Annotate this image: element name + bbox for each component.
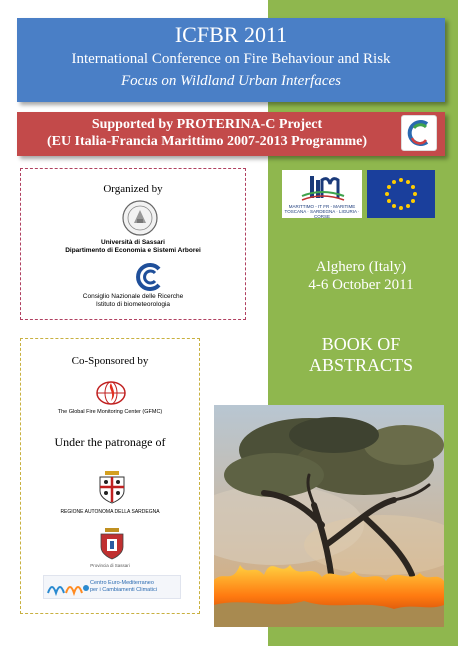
marittimo-logo-icon: [282, 170, 362, 218]
proterina-logo-icon: [401, 115, 437, 151]
gfmc-name: The Global Fire Monitoring Center (GFMC): [57, 409, 163, 415]
university-name: [21, 239, 245, 255]
organized-by-heading: Organized by: [103, 183, 163, 195]
book-title-line-1: BOOK OF: [321, 334, 401, 354]
cmcc-name: [90, 580, 180, 594]
book-title-line-2: ABSTRACTS: [308, 355, 414, 375]
sardinia-name: REGIONE AUTONOMA DELLA SARDEGNA: [60, 509, 160, 515]
university-line-1: Università di Sassari: [101, 239, 165, 246]
cnr-line-2: Istituto di biometeorologia: [95, 301, 171, 308]
patronage-heading: Under the patronage of: [54, 435, 166, 449]
book-title: [276, 334, 446, 376]
sardinia-coat-of-arms-icon: [97, 469, 127, 505]
cosponsors-box: [20, 338, 200, 614]
cmcc-line-2: per i Cambiamenti Climatici: [90, 587, 157, 593]
marittimo-line-1: MARITTIMO - IT FR - MARITIME: [288, 204, 356, 209]
cmcc-logo-icon: [43, 575, 181, 599]
marittimo-text: [282, 204, 362, 219]
conference-focus: Focus on Wildland Urban Interfaces: [121, 73, 341, 89]
conference-subtitle: International Conference on Fire Behaviour and Risk: [71, 51, 391, 67]
event-location: Alghero (Italy): [315, 259, 407, 275]
support-text: [17, 116, 397, 150]
sassari-name: Provincia di Sassari: [90, 563, 130, 568]
eu-flag-icon: [367, 170, 435, 218]
marittimo-line-2: TOSCANA · SARDEGNA · LIGURIA · CORSE: [284, 209, 360, 219]
university-seal-icon: [121, 199, 159, 237]
title-banner: [17, 18, 445, 102]
cnr-name: [21, 293, 245, 309]
event-location-dates: [276, 258, 446, 294]
university-line-2: Dipartimento di Economia e Sistemi Arborei: [65, 247, 201, 254]
cnr-logo-icon: [133, 261, 165, 293]
cosponsored-by-heading: Co-Sponsored by: [71, 355, 149, 367]
support-banner: [17, 112, 445, 156]
cmcc-line-1: Centro Euro-Mediterraneo: [90, 580, 154, 586]
support-line-2: (EU Italia-Francia Marittimo 2007-2013 Programme): [46, 134, 368, 149]
event-dates: 4-6 October 2011: [308, 277, 414, 293]
gfmc-logo-icon: [95, 379, 127, 407]
sassari-coat-of-arms-icon: [99, 527, 125, 561]
wildfire-photo: [214, 405, 444, 627]
cnr-line-1: Consiglio Nazionale delle Ricerche: [82, 293, 184, 300]
support-line-1: Supported by PROTERINA-C Project: [91, 117, 323, 132]
organizers-box: [20, 168, 246, 320]
conference-title: ICFBR 2011: [174, 22, 288, 47]
